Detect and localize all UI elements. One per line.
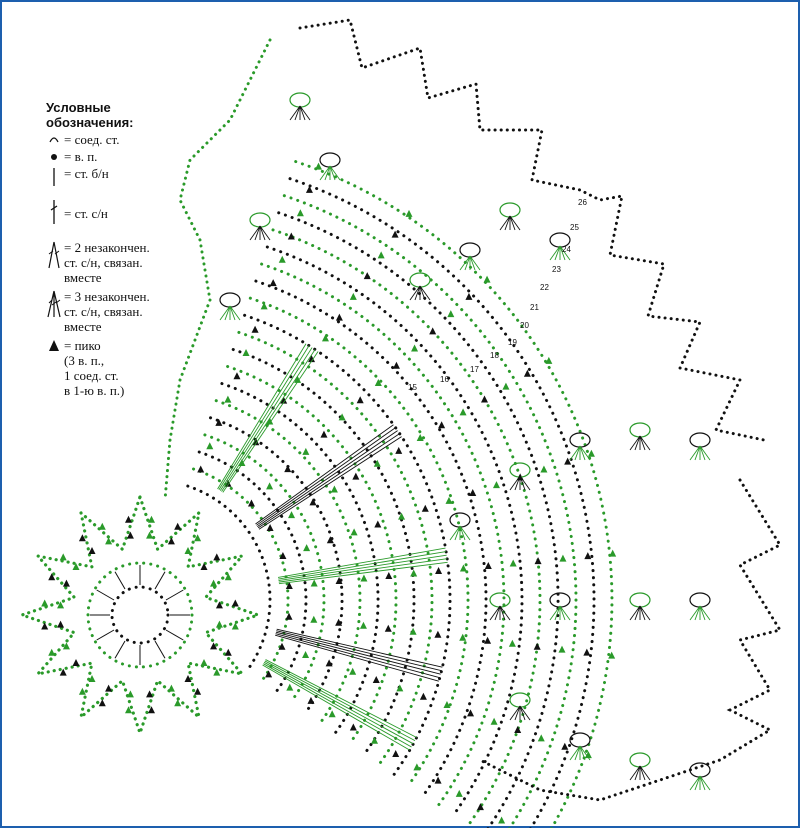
shell-stitch (640, 436, 645, 450)
shell-stitch (300, 106, 310, 120)
stitch-rib (275, 635, 439, 681)
shell-stitch (580, 446, 590, 460)
shell-stitch (290, 106, 300, 120)
petal-picot (105, 685, 112, 692)
shell-stitch (490, 606, 500, 620)
picot-mark (446, 497, 453, 504)
shell-motif (410, 273, 430, 287)
shell-stitch (570, 446, 580, 460)
picot-mark (288, 511, 295, 518)
picot-mark (350, 723, 357, 730)
picot-mark (561, 743, 568, 750)
slip-stitch-icon (46, 132, 62, 146)
picot-mark (481, 395, 488, 402)
flower-petals (22, 497, 258, 733)
picot-mark (266, 482, 273, 489)
picot-mark (510, 560, 517, 567)
shell-motif (690, 433, 710, 447)
fan-row-arc (205, 435, 324, 701)
shell-motif (220, 293, 240, 307)
row-number: 20 (520, 321, 529, 330)
legend-item-chain (46, 149, 196, 164)
shell-motif (450, 513, 470, 527)
legend-item-text: = в. п. (64, 149, 98, 164)
shell-stitch (505, 216, 510, 230)
shell-stitch (230, 306, 235, 320)
row-number: 25 (570, 223, 579, 232)
shell-stitch (510, 476, 520, 490)
shell-stitch (560, 606, 570, 620)
petal-picot (73, 659, 80, 666)
shell-stitch (700, 776, 710, 790)
stitch-rib (258, 434, 399, 528)
shell-stitch (230, 306, 240, 320)
petal-picot (216, 621, 223, 628)
stitch-rib (256, 425, 394, 524)
picot-mark (306, 186, 313, 193)
picot-mark (270, 279, 277, 286)
shell-stitch (630, 436, 640, 450)
picot-mark (302, 651, 309, 658)
stitch-rib (263, 664, 411, 747)
shell-stitch (700, 776, 705, 790)
shell-stitch (500, 606, 510, 620)
shell-stitch (695, 606, 700, 620)
fan-row-arc (267, 247, 522, 816)
petal-picot (57, 621, 64, 628)
shell-stitch (455, 526, 460, 540)
picot-mark (484, 276, 491, 283)
shell-motif (630, 423, 650, 437)
shell-stitch (695, 446, 700, 460)
shell-stitch (695, 776, 700, 790)
legend-item-double-crochet (46, 198, 196, 226)
picot-mark (413, 763, 420, 770)
petal-picot (99, 523, 106, 530)
shell-motif (320, 153, 340, 167)
picot-mark (420, 693, 427, 700)
center-stitch (115, 641, 125, 658)
picot-mark (385, 625, 392, 632)
shell-stitch (500, 216, 510, 230)
picot-mark (491, 718, 498, 725)
petal-picot (60, 553, 67, 560)
picot-mark (320, 431, 327, 438)
picot-mark (307, 697, 314, 704)
legend-item-dc2tog (46, 240, 196, 285)
picot-mark (538, 734, 545, 741)
petal-picot (41, 622, 48, 629)
picot-mark (583, 649, 590, 656)
fan-row-arc (290, 179, 594, 828)
picot-mark (329, 710, 336, 717)
picot-mark (297, 209, 304, 216)
picot-mark (252, 326, 259, 333)
stitch-rib (256, 428, 395, 526)
shell-stitch (250, 226, 260, 240)
stitch-rib (218, 344, 306, 489)
picot-mark (233, 372, 240, 379)
shell-stitch (630, 606, 640, 620)
petal-picot (168, 537, 175, 544)
petal-picot (63, 580, 70, 587)
flower-center-ring (112, 587, 168, 643)
shell-stitch (635, 766, 640, 780)
picot-mark (378, 251, 385, 258)
picot-mark (422, 505, 429, 512)
legend-item-text: = 2 незакончен. ст. с/н, связан. вместе (64, 240, 150, 285)
picot-mark (584, 552, 591, 559)
picot-mark (411, 345, 418, 352)
center-stitch (166, 630, 183, 640)
picot-mark (197, 466, 204, 473)
picot-mark (261, 302, 268, 309)
fan-row-arc (245, 315, 450, 774)
picot-mark (279, 256, 286, 263)
picot-mark (310, 616, 317, 623)
legend-item-text: = пико (3 в. п., 1 соед. ст. в 1-ю в. п.) (64, 338, 125, 398)
picot-mark (352, 473, 359, 480)
picot-mark (303, 544, 310, 551)
picot-mark (374, 521, 381, 528)
stitch-rib (257, 431, 397, 527)
shell-stitch (690, 446, 700, 460)
picot-mark (357, 396, 364, 403)
shell-stitch (510, 706, 520, 720)
shell-stitch (700, 606, 705, 620)
picot-mark (410, 570, 417, 577)
fan-rows (188, 162, 616, 828)
shell-stitch (510, 216, 520, 230)
picot-mark (248, 500, 255, 507)
picot-mark (406, 210, 413, 217)
shell-stitch (560, 606, 565, 620)
picot-mark (311, 580, 318, 587)
picot-mark (393, 362, 400, 369)
petal-picot (105, 537, 112, 544)
fan-row-arc (284, 196, 576, 828)
picot-mark (435, 777, 442, 784)
shell-stitch (260, 226, 270, 240)
shell-stitch (330, 166, 335, 180)
stitch-rib (276, 632, 441, 674)
center-stitch (155, 572, 165, 589)
legend-item-text: = 3 незакончен. ст. с/н, связан. вместе (64, 289, 150, 334)
legend-item-text: = ст. с/н (64, 206, 108, 221)
shell-stitch (570, 746, 580, 760)
shell-stitch (515, 706, 520, 720)
petal-picot (225, 649, 232, 656)
shell-stitch (550, 246, 560, 260)
dc3tog-icon (46, 289, 62, 319)
shell-stitch (515, 476, 520, 490)
legend-title-line1: Условные (46, 100, 111, 115)
picot-mark (493, 481, 500, 488)
legend-item-slip-stitch (46, 132, 196, 147)
stitch-rib (265, 661, 415, 741)
petal-picot (48, 649, 55, 656)
shell-motif (250, 213, 270, 227)
shell-stitch (575, 746, 580, 760)
picot-mark (609, 550, 616, 557)
shell-stitch (635, 606, 640, 620)
petal-picot (200, 659, 207, 666)
picot-mark (286, 684, 293, 691)
shell-stitch (690, 776, 700, 790)
center-stitch (97, 590, 114, 600)
row-number: 22 (540, 283, 549, 292)
picot-mark (351, 528, 358, 535)
lace-border-top (300, 20, 764, 440)
shell-stitch (640, 606, 650, 620)
picot-mark (502, 383, 509, 390)
picot-mark (350, 293, 357, 300)
picot-mark (265, 670, 272, 677)
shell-motif (490, 593, 510, 607)
row-number: 18 (490, 351, 499, 360)
shell-stitch (640, 766, 650, 780)
picot-mark (447, 310, 454, 317)
picot-mark (284, 465, 291, 472)
petal-picot (210, 580, 217, 587)
shell-stitch (555, 246, 560, 260)
shell-motif (690, 593, 710, 607)
picot-mark (540, 465, 547, 472)
center-stitch (97, 630, 114, 640)
petal-picot (232, 600, 239, 607)
single-crochet-icon (46, 166, 62, 188)
legend-item-text: = ст. б/н (64, 166, 109, 181)
petal-picot (232, 622, 239, 629)
shell-stitch (640, 606, 645, 620)
row-number: 21 (530, 303, 539, 312)
picot-mark (385, 572, 392, 579)
shell-motif (460, 243, 480, 257)
legend-item-text: = соед. ст. (64, 132, 120, 147)
picot-mark (485, 562, 492, 569)
shell-stitch (635, 436, 640, 450)
shell-motif (570, 433, 590, 447)
shell-stitch (225, 306, 230, 320)
shell-stitch (510, 216, 515, 230)
stitch-rib (219, 346, 309, 490)
flower-motif (22, 497, 258, 733)
picot-mark (429, 327, 436, 334)
chain-stitch-icon (46, 149, 62, 163)
picot-mark (331, 485, 338, 492)
fan-row-arc (194, 469, 289, 680)
legend-item-dc3tog (46, 289, 196, 334)
petal-picot (99, 699, 106, 706)
picot-mark (456, 790, 463, 797)
petal-picot (127, 690, 134, 697)
shell-stitch (260, 226, 265, 240)
shell-stitch (640, 436, 650, 450)
legend-item-picot (46, 338, 196, 398)
petal-picot (174, 699, 181, 706)
picot-mark (267, 524, 274, 531)
stitch-rib (276, 631, 441, 671)
fan-row-arc (250, 298, 468, 785)
shell-stitch (300, 106, 305, 120)
picot-mark (326, 659, 333, 666)
row-number: 24 (562, 245, 571, 254)
shell-motif (630, 593, 650, 607)
row-number: 17 (470, 365, 479, 374)
picot-mark (460, 408, 467, 415)
picot-mark (535, 557, 542, 564)
shell-stitch (630, 766, 640, 780)
picot-mark (243, 349, 250, 356)
picot-mark (392, 750, 399, 757)
picot-mark (224, 396, 231, 403)
petal-picot (174, 523, 181, 530)
picot-mark (373, 676, 380, 683)
row-number: 16 (440, 375, 449, 384)
picot-mark (309, 498, 316, 505)
lace-edge (165, 20, 780, 800)
petal-picot (168, 685, 175, 692)
shell-stitch (580, 446, 585, 460)
shell-motif (500, 203, 520, 217)
picot-mark (285, 613, 292, 620)
stitch-rib (263, 665, 410, 750)
shell-motif (290, 93, 310, 107)
picot-mark (484, 637, 491, 644)
lace-border-right (480, 480, 780, 800)
row-number: 23 (552, 265, 561, 274)
picot-mark (534, 643, 541, 650)
row-numbers (408, 198, 587, 392)
row-number: 26 (578, 198, 587, 207)
shell-stitch (550, 606, 560, 620)
fan-row-arc (228, 367, 396, 743)
picot-mark (588, 450, 595, 457)
picot-mark (438, 421, 445, 428)
picot-mark (559, 555, 566, 562)
picot-mark (498, 816, 505, 823)
shell-stitch (700, 446, 705, 460)
shell-stitch (450, 526, 460, 540)
picot-mark (206, 442, 213, 449)
picot-mark (349, 668, 356, 675)
picot-mark (469, 489, 476, 496)
shell-motif (570, 733, 590, 747)
shell-stitch (220, 306, 230, 320)
petal-picot (213, 553, 220, 560)
stitch-rib (277, 629, 443, 667)
shell-motif (690, 763, 710, 777)
picot-mark (435, 567, 442, 574)
stitch-rib (264, 662, 413, 744)
picot-mark (410, 628, 417, 635)
picot-mark (364, 272, 371, 279)
picot-mark (434, 631, 441, 638)
picot-mark (360, 622, 367, 629)
picot-mark (360, 575, 367, 582)
shell-stitch (295, 106, 300, 120)
shell-motif (550, 593, 570, 607)
dc2tog-icon (46, 240, 62, 270)
stitch-rib (266, 660, 417, 738)
picot-mark (514, 726, 521, 733)
picot-mark (396, 684, 403, 691)
fan-row-arc (239, 332, 432, 764)
shell-stitch (700, 446, 710, 460)
shell-stitch (700, 606, 710, 620)
center-stitch (166, 590, 183, 600)
legend (46, 100, 196, 398)
shell-stitch (580, 746, 585, 760)
picot-mark (371, 737, 378, 744)
petal-picot (41, 600, 48, 607)
shell-stitch (575, 446, 580, 460)
picot-mark (465, 293, 472, 300)
picot-mark (302, 448, 309, 455)
shell-stitch (690, 606, 700, 620)
shell-motif (630, 753, 650, 767)
shell-stitch (640, 766, 645, 780)
fan-row-arc (199, 452, 306, 691)
center-stitch (155, 641, 165, 658)
double-crochet-icon (46, 198, 62, 226)
picot-mark (395, 447, 402, 454)
stitch-rib (276, 634, 440, 678)
stitch-rib (222, 350, 316, 492)
stitch-rib (223, 352, 318, 493)
legend-title-line2: обозначения: (46, 115, 134, 130)
picot-mark (559, 646, 566, 653)
row-number: 15 (408, 383, 417, 392)
petal-picot (194, 688, 201, 695)
fan-row-arc (273, 230, 540, 827)
petal-picot (125, 516, 132, 523)
legend-item-single-crochet (46, 166, 196, 188)
picot-mark (509, 640, 516, 647)
shell-stitch (255, 226, 260, 240)
picot-icon (46, 338, 62, 352)
picot-mark (336, 314, 343, 321)
center-stitch (115, 572, 125, 589)
row-number: 19 (508, 338, 517, 347)
shell-stitch (495, 606, 500, 620)
